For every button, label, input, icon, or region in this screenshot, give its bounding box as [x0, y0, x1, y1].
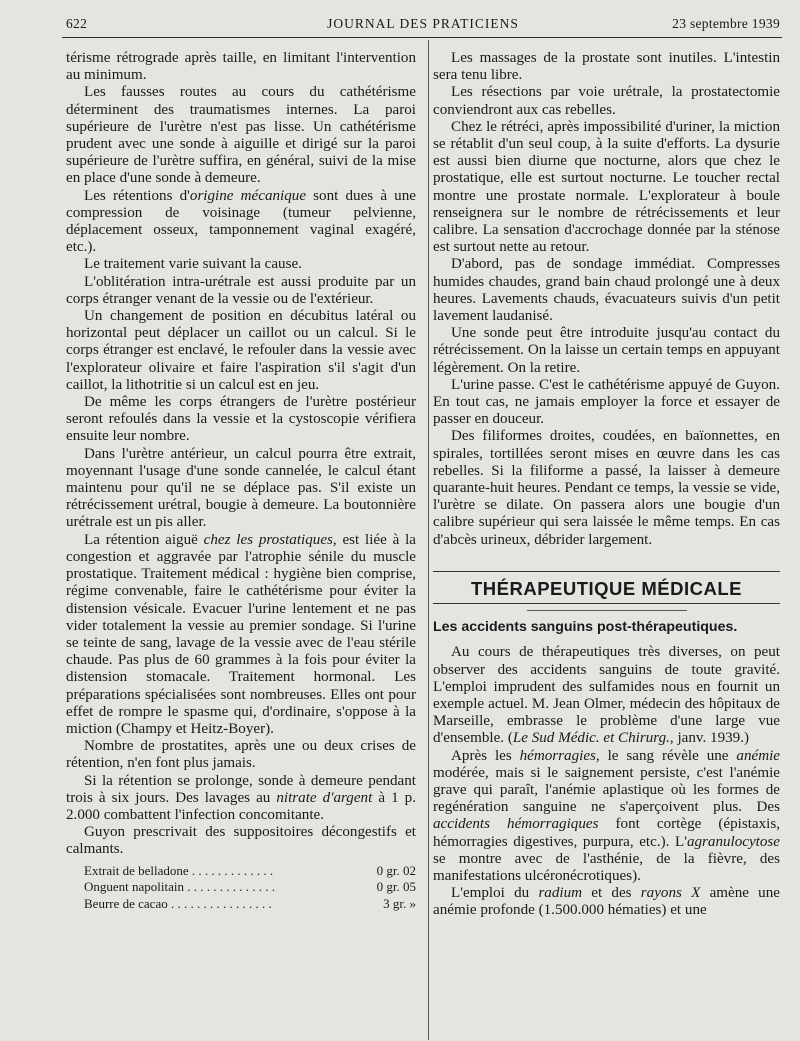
ingredient-dose: 0 gr. 05 — [376, 879, 416, 895]
section-subrule — [527, 610, 687, 611]
page-number: 622 — [66, 16, 88, 31]
paragraph: Chez le rétréci, après impossibilité d'uriner, la miction se rétablit d'un seul coup, à la suite d'efforts. La dysurie est aussi bien diurne que nocturne, alors que chez le prostatique, elle est surtout nocturne. Le toucher rectal montre une prostate normale. L'explorateur à boule renseignera sur le nombre de rétrécissements et leur calibre. La sensation d'accrochage donnée par la sténose est surtout nette au retour. — [433, 118, 780, 256]
ingredient-dose: 3 gr. » — [383, 895, 416, 911]
prescription-list — [66, 863, 416, 913]
paragraph: Guyon prescrivait des suppositoires décongestifs et calmants. — [66, 824, 416, 858]
paragraph: D'abord, pas de sondage immédiat. Compresses humides chaudes, grand bain chaud prolongé une à deux heures. Lavements chauds, évacuateurs suivis d'un petit lavement laudanisé. — [433, 256, 780, 325]
prescription-item — [66, 863, 416, 880]
section-heading: THÉRAPEUTIQUE MÉDICALE — [433, 571, 780, 604]
prescription-item — [66, 879, 416, 896]
issue-date: 23 septembre 1939 — [672, 16, 780, 31]
prescription-item — [66, 896, 416, 913]
ingredient-name: Onguent napolitain . . . . . . . . . . . . . . — [84, 879, 276, 895]
paragraph: térisme rétrograde après taille, en limitant l'intervention au minimum. — [66, 50, 416, 84]
paragraph: Si la rétention se prolonge, sonde à demeure pendant trois à six jours. Des lavages au nitrate d'argent à 1 p. 2.000 combattent l'infection concomitante. — [66, 772, 416, 823]
ingredient-name: Beurre de cacao . . . . . . . . . . . . . . . . — [84, 895, 272, 911]
paragraph: Les massages de la prostate sont inutiles. L'intestin sera tenu libre. — [433, 50, 780, 84]
column-divider — [428, 40, 429, 1040]
left-column — [66, 50, 416, 912]
paragraph: Une sonde peut être introduite jusqu'au contact du rétrécissement. On la laisse un certain temps en appuyant légèrement. On la retire. — [433, 325, 780, 376]
paragraph: L'oblitération intra-urétrale est aussi produite par un corps étranger venant de la vessie ou de l'extérieur. — [66, 273, 416, 307]
ingredient-name: Extrait de belladone . . . . . . . . . . . . . — [84, 862, 274, 878]
paragraph: Les résections par voie urétrale, la prostatectomie conviendront aux cas rebelles. — [433, 84, 780, 118]
paragraph: Le traitement varie suivant la cause. — [84, 256, 302, 273]
article-title: Les accidents sanguins post-thérapeutiques. — [433, 619, 738, 636]
paragraph: L'emploi du radium et des rayons X amène une anémie profonde (1.500.000 hématies) et une — [433, 885, 780, 919]
paragraph: Après les hémorragies, le sang révèle une anémie modérée, mais si le saignement persiste, c'est l'anémie grave qui paraît, l'anémie aplastique où les formes de regénération sanguine ne s'aperçoivent plus. Des accidents hémorragiques font cortège (épistaxis, hémorragies digestives, purpura, etc.). L'agranulocytose se montre avec de l'asthénie, de la fièvre, des manifestations ulcéronécrotiques). — [433, 747, 781, 884]
ingredient-dose: 0 gr. 02 — [376, 862, 416, 878]
paragraph: Des filiformes droites, coudées, en baïonnettes, en spirales, tortillées seront mises en œuvre dans les cas rebelles. Si la filiforme a passé, la laisser à demeure quarante-huit heures. Pendant ce temps, la vessie se vide, l'urètre se dilate. On passera alors une bougie d'un calibre supérieur qui sera laissée le même temps. En cas d'abcès urineux, débrider largement. — [433, 428, 780, 548]
paragraph: L'urine passe. C'est le cathétérisme appuyé de Guyon. En tout cas, ne jamais employer la force et essayer de passer en douceur. — [433, 376, 780, 428]
journal-title: JOURNAL DES PRATICIENS — [327, 16, 519, 31]
paragraph: Les fausses routes au cours du cathétérisme déterminent des traumatismes internes. La paroi supérieure de l'urètre n'est pas lisse. Un cathétérisme prudent avec une sonde à aiguille et dirigé sur la paroi supérieure de l'urètre suffira, en général, suivi de la mise en place d'une sonde à demeure. — [66, 84, 416, 187]
header-rule — [62, 37, 782, 38]
paragraph: Les rétentions d'origine mécanique sont dues à une compression de voisinage (tumeur pelvienne, déplacement osseux, tamponnement vaginal exagéré, etc.). — [66, 187, 416, 256]
paragraph: Nombre de prostatites, après une ou deux crises de rétention, n'en font plus jamais. — [66, 738, 416, 772]
paragraph: La rétention aiguë chez les prostatiques, est liée à la congestion et aggravée par l'atrophie sénile du muscle prostatique. Traitement médical : hygiène bien comprise, régime convenable, faire le cathétérisme pour éviter la distension vésicale. Evacuer l'urine lentement et ne pas vider totalement la vessie au premier sondage. Si l'urine se teinte de sang, lavage de la vessie avec de l'eau stérile chaude. Pas plus de 60 grammes à la fois pour éviter la distension stomacale. Traitement hormonal. Les préparations spécialisées sont nombreuses. Elles ont pour effet de rompre le spasme qui, d'ordinaire, s'oppose à la miction (Champy et Heitz-Boyer). — [66, 531, 417, 737]
paragraph: De même les corps étrangers de l'urètre postérieur seront refoulés dans la vessie et la cystoscopie vérifiera ensuite leur nombre. — [66, 394, 416, 445]
paragraph: Au cours de thérapeutiques très diverses, on peut observer des accidents sanguins de toute gravité. L'emploi imprudent des sulfamides nous en fournit un exemple actuel. M. Jean Olmer, médecin des hôpitaux de Marseille, embrasse le problème d'une large vue d'ensemble. (Le Sud Médic. et Chirurg., janv. 1939.) — [433, 644, 780, 747]
paragraph: Un changement de position en décubitus latéral ou horizontal peut déplacer un caillot ou un calcul. Si le corps étranger est enclavé, le refouler dans la vessie avec l'explorateur olivaire et faire l'aspiration s'il s'agit d'un caillot, la lithotritie si un calcul est en jeu. — [66, 308, 416, 393]
running-header — [66, 14, 780, 38]
right-column — [433, 50, 780, 920]
paragraph: Dans l'urètre antérieur, un calcul pourra être extrait, moyennant l'usage d'une sonde cannelée, le calcul étant maintenu pour qu'il ne se déplace pas. S'il existe un rétrécissement urétral, bougie à demeure. La boutonnière urétrale est un pis aller. — [66, 445, 416, 531]
